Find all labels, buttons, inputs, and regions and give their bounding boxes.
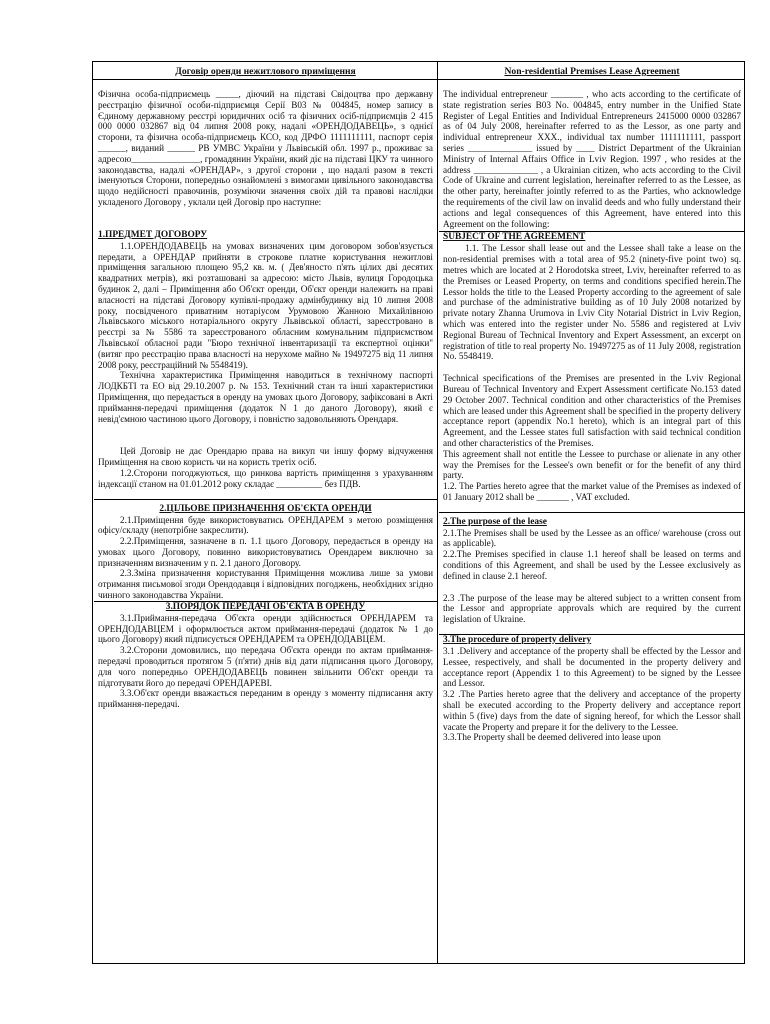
ukrainian-preamble: Фізична особа-підприємець _____, діючий на підставі Свідоцтва про державну реєстрацію фізичної особи-підприємця Серії В03 № 004845, номер запису в Єдиному державному реєстрі юридичних осіб та фізичних осіб-підприємців 2 415 000 0000 032867 від 04 липня 2008 року, надалі «ОРЕНДОДАВЕЦЬ», з однієї сторони, та фізична особа-підприємець КСО, код ДРФО 1111111111, паспорт серія ______, виданий ______ РВ УМВС України у Львівській обл. 1997 р., проживає за адресою_______________, громадянин України, який діє на підставі ЦКУ та чинного законодавства, надалі «ОРЕНДАР», з другої сторони , що надалі разом в тексті іменуються Сторони, попередньо ознайомлені з вимогами цивільного законодавства щодо недійсності правочинів, розуміючи значення своїх дій та правові наслідки укладеного Договору , уклали цей Договір про наступне: — [98, 89, 433, 207]
ukrainian-technical-specs: Технічна характеристика Приміщення наводиться в технічному паспорті ЛОДКБТІ та ЕО від 29.10.2007 р. № 153. Технічний стан та інші характеристики Приміщення, що передається в оренду на умовах цього Договору, зафіксовані в Акті приймання-передачі приміщення (додаток N 1 до даного Договору), який є невід'ємною частиною цього Договору, і повністю задовольняють Орендаря. — [98, 370, 433, 424]
english-technical-specs: Technical specifications of the Premises are presented in the Lviv Regional Bureau of Technical Inventory and Expert Assessment certificate No.153 dated 29 October 2007. Technical condition and other characteristics of the Premises which are leased under this Agreement shall be specified in the property delivery acceptance report (appendix No.1 hereto), which is an integral part of this Agreement, and the Lessee states full satisfaction with said technical condition and other characteristics of the Premises. — [443, 373, 741, 448]
ukrainian-clause-2-2: 2.2.Приміщення, зазначене в п. 1.1 цього Договору, передається в оренду на умовах цього Договору, повинно використовуватись Орендарем виключно за призначенням визначеним у п. 2.1 даного Договору. — [98, 536, 433, 568]
english-section-2-heading: 2.The purpose of the lease — [443, 516, 547, 527]
ukrainian-column — [93, 62, 438, 963]
english-clause-1-2: 1.2. The Parties hereto agree that the market value of the Premises as indexed of 01 January 2012 shall be _______ , VAT excluded. — [443, 481, 741, 502]
english-section-divider — [439, 512, 745, 513]
english-title: Non-residential Premises Lease Agreement — [504, 66, 680, 77]
english-section-3-heading: 3.The procedure of property delivery — [443, 635, 592, 646]
english-section-1-heading: SUBJECT OF THE AGREEMENT — [443, 232, 586, 243]
english-column — [439, 62, 745, 963]
english-clause-2-2: 2.2.The Premises specified in clause 1.1 hereof shall be leased on terms and conditions of this Agreement, and shall be used by the Lessee exclusively as defined in clause 2.1 hereof. — [443, 549, 741, 581]
english-clause-3-1: 3.1 .Delivery and acceptance of the property shall be effected by the Lessor and Lessee, respectively, and shall be documented in the property delivery and acceptance report (Appendix 1 to this Agreement) to be signed by the Lessee and Lessor. — [443, 646, 741, 689]
english-preamble: The individual entrepreneur _______ , who acts according to the certificate of state registration series В03 No. 004845, entry number in the Unified State Register of Legal Entities and Individual Entrepreneurs 2415000 0000 032867 as of 04 July 2008, hereinafter referred to as the Lessor, as one party and individual entrepreneur XXX., individual tax number 1111111111, passport series ______________ issued by ____ District Department of the Ukrainian Ministry of Internal Affairs Office in Lviv Region. 1997 , who resides at the address ______________ , a Ukrainian citizen, who acts according to the Civil Code of Ukraine and current legislation, hereinafter referred to as the Lessee, as the other party, hereinafter jointly referred to as the Parties, who acknowledge the requirements of the civil law on invalid deeds and who fully understand their actions and legal consequences of this Agreement, have entered into this Agreement on the following: — [443, 89, 741, 229]
ukrainian-clause-3-2: 3.2.Сторони домовились, що передача Об'єкта оренди по актам приймання-передачі проводиться протягом 5 (п'яти) днів від дати підписання цього Договору, для чого попередньо ОРЕНДОДАВЕЦЬ повинен звільнити Об'єкт оренди та підготувати його до передачі ОРЕНДАРЕВІ. — [98, 645, 433, 688]
ukrainian-clause-2-1: 2.1.Приміщення буде використовуватись ОРЕНДАРЕМ з метою розміщення офісу/складу (непотрібне закреслити). — [98, 514, 433, 536]
ukrainian-title: Договір оренди нежитлового приміщення — [175, 66, 356, 77]
ukrainian-no-purchase-right: Цей Договір не дає Орендарю права на викуп чи іншу форму відчуження Приміщення на свою користь чи на користь третіх осіб. — [98, 446, 433, 468]
ukrainian-clause-3-3: 3.3.Об'єкт оренди вважається переданим в оренду з моменту підписання акту приймання-передачі. — [98, 688, 433, 710]
english-no-purchase-right: This agreement shall not entitle the Lessee to purchase or alienate in any other way the Premises for the Lessee's own benefit or for the benefit of any third party. — [443, 448, 741, 481]
ukrainian-clause-1-2: 1.2.Сторони погоджуються, що ринкова вартість приміщення з урахуванням індексації станом на 01.01.2012 року складає __________ без ПДВ. — [98, 467, 433, 489]
ukrainian-section-1-heading: 1.ПРЕДМЕТ ДОГОВОРУ — [98, 229, 208, 240]
ukrainian-clause-3-1: 3.1.Приймання-передача Об'єкта оренди здійснюється ОРЕНДАРЕМ та ОРЕНДОДАВЦЕМ і оформлюється актом приймання-передачі (додаток № 1 до цього Договору) який підписується ОРЕНДАРЕМ та ОРЕНДОДАВЦЕМ. — [98, 612, 433, 645]
ukrainian-section-3-heading: 3.ПОРЯДОК ПЕРЕДАЧІ ОБ'ЄКТА В ОРЕНДУ — [165, 601, 366, 612]
english-clause-2-3: 2.3 .The purpose of the lease may be altered subject to a written consent from the Lessor and appropriate approvals which are required by the current legislation of Ukraine. — [443, 592, 741, 625]
english-clause-2-1: 2.1.The Premises shall be used by the Lessee as an office/ warehouse (cross out as applicable). — [443, 527, 741, 549]
english-clause-3-3: 3.3.The Property shall be deemed delivered into lease upon — [443, 732, 661, 743]
english-clause-3-2: 3.2 .The Parties hereto agree that the delivery and acceptance of the property shall be executed according to the Property delivery and acceptance report within 5 (five) days from the date of signing hereof, for which the Lessor shall vacate the Property and prepare it for the delivery to the Lessee. — [443, 689, 741, 732]
ukrainian-section-2-heading: 2.ЦІЛЬОВЕ ПРИЗНАЧЕННЯ ОБ'ЄКТА ОРЕНДИ — [159, 503, 372, 514]
ukrainian-clause-2-3: 2.3.Зміна призначення користування Приміщення можлива лише за умови отримання письмової згоди Орендодавця і відповідних погоджень, необхідних згідно чинного законодавства України. — [98, 568, 433, 601]
ukrainian-section-divider — [94, 499, 437, 500]
ukrainian-clause-1-1: 1.1.ОРЕНДОДАВЕЦЬ на умовах визначених цим договором зобов'язується передати, а ОРЕНДАР прийняти в строкове платне користування нежитлові приміщення загальною площею 95,2 кв. м. ( Дев'яносто п'ять цілих дві десятих квадратних метрів), які розташовані за адресою: місто Львів, вулиця Городоцька будинок 2, далі – Приміщення або Об'єкт оренди, Об'єкт оренди належить на праві власності на підставі Договору купівлі-продажу адмінбудинку від 10 липня 2008 року, посвідченого приватним нотаріусом Урумовою Жанною Михайлівною Львівського міського нотаріального округу Львівської області, зареєстровано в реєстрі за № 5586 та зареєстрованого обласним комунальним підприємством Львівської обласної ради "Бюро технічної інвентаризації та експертної оцінки" (витяг про реєстрацію права власності на нерухоме майно № 19497275 від 11 липня 2008 року, реєстраційний № 5548419). — [98, 240, 433, 370]
english-clause-1-1: 1.1. The Lessor shall lease out and the Lessee shall take a lease on the non-residential premises with a total area of 95.2 (ninety-five point two) sq. metres which are located at 2 Horodotska street, Lviv, hereinafter referred to as the Premises or Leased Property, on terms and conditions specified herein.The Lessor holds the title to the Leased Property according to the agreement of sale and purchase of the administrative building as of 10 July 2008 notarized by private notary Zhanna Urumova in Lviv City Notarial District in Lviv Region, which was entered into the register under No. 5586 and registered at Lviv Regional Bureau of Technical Inventory and Expert Assessment, an excerpt on registration of title to real property No. 19497275 as of 11 July 2008, registration No. 5548419. — [443, 243, 741, 362]
bilingual-lease-agreement — [92, 61, 745, 964]
